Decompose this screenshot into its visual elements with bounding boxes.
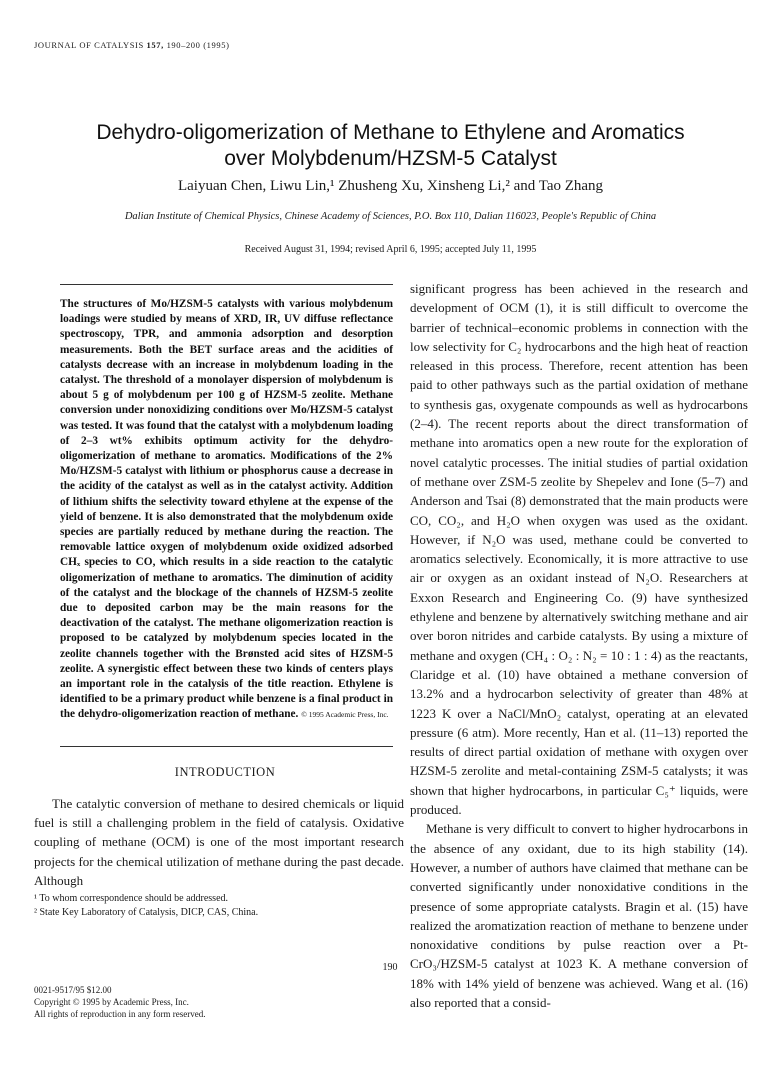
abstract-top-rule xyxy=(60,284,393,285)
right-paragraph-1: significant progress has been achieved in the research and development of OCM (1), it is still difficult to overcome the barrier of technical–economic problems in connection with the low selectivity for C₂ hydrocarbons and the high heat of reaction released in this process. Therefore, recent attention has been paid to other pathways such as the partial oxidation of methane to synthesis gas, oxygenate compounds as well as hydrocarbons (2–4). The recent reports about the direct transformation of methane into aromatics open a new route for the exploration of novel catalytic processes. The initial studies of partial oxidation of methane over ZSM-5 zeolite by Shepelev and Ione (5–7) and Anderson and Tsai (8) demonstrated that the main products were CO, CO₂, and H₂O when oxygen was used as the oxidant. However, if N₂O was used, methane could be converted to aromatics selectively. Economically, it is more attractive to use air or oxygen as an oxidant instead of N₂O. Researchers at Exxon Research and Engineering Co. (9) have synthesized ethylene and benzene by alternatively switching methane and air over boron nitrides and carbide catalysts. By using a mixture of methane and oxygen (CH₄ : O₂ : N₂ = 10 : 1 : 4) as the reactants, Claridge et al. (10) have obtained a methane conversion of 13.2% and a hydrocarbon selectivity of greater than 48% at 1223 K over a NaCl/MnO₂ catalyst, operating at an elevated pressure (6 atm). More recently, Han et al. (11–13) reported the results of direct partial oxidation of methane with oxygen over HZSM-5 zerolite and metal-containing ZSM-5 catalysts; it was shown that higher hydrocarbons, in particular C₅⁺ liquids, were produced. xyxy=(410,281,748,818)
journal-volume: 157, xyxy=(146,40,164,50)
introduction-text: The catalytic conversion of methane to desired chemicals or liquid fuel is still a challenging problem in the field of catalysis. Oxidative coupling of methane (OCM) is one of the most important research projects for the chemical utilization of methane during the past decade. Although xyxy=(34,796,404,888)
page-number: 190 xyxy=(382,962,398,973)
issn-price: 0021-9517/95 $12.00 xyxy=(34,985,112,995)
abstract xyxy=(60,297,393,723)
right-column xyxy=(410,279,748,1012)
introduction-heading: INTRODUCTION xyxy=(174,765,276,779)
journal-header xyxy=(34,40,230,50)
copyright-line: Copyright © 1995 by Academic Press, Inc. xyxy=(34,997,189,1007)
abstract-copyright: © 1995 Academic Press, Inc. xyxy=(301,710,389,720)
abstract-bottom-rule xyxy=(60,746,393,747)
abstract-text: The structures of Mo/HZSM-5 catalysts with various molybdenum loadings were studied by means of XRD, IR, UV diffuse reflectance spectroscopy, TPR, and ammonia adsorption and desorption measurements. Both the BET surface areas and the acidities of catalysts decrease with an increase in molybdenum loading in the catalyst. The threshold of a monolayer dispersion of molybdenum is about 5 g of molybdenum per 100 g of HZSM-5 zeolite. Methane conversion under nonoxidizing conditions over Mo/HZSM-5 catalyst was tested. It was found that the catalyst with a molybdenum loading of 2–3 wt% exhibits optimum activity for the dehydro-oligomerization of methane to aromatics. Modifications of the 2% Mo/HZSM-5 catalyst with lithium or phosphorus cause a decrease in the acidity of the catalyst as well as in the catalyst activity. Addition of lithium shifts the selectivity toward ethylene at the expense of the yield of benzene. It is also demonstrated that the molybdenum oxide species are partially reduced by methane during the reaction. The removable lattice oxygen of molybdenum oxide oxidized adsorbed CHₓ species to CO, which results in a side reaction to the catalytic oligomerization of methane to aromatics. The diminution of acidity of the catalyst and the blockage of the channels of HZSM-5 zeolite due to deposited carbon may be the main reasons for the deactivation of the catalyst. The methane oligomerization reaction is proposed to be catalyzed by molybdenum species located in the zeolite channels together with the Brønsted acid sites of HZSM-5 zeolite. A synergistic effect between these two kinds of centers plays an important role in the catalysis of the title reaction. Ethylene is identified to be a primary product while benzene is a final product in the dehydro-oligomerization reaction of methane. xyxy=(60,298,393,721)
footnote-2: ² State Key Laboratory of Catalysis, DICP, CAS, China. xyxy=(34,907,259,918)
journal-name: JOURNAL OF CATALYSIS xyxy=(34,40,144,50)
title-line-2: over Molybdenum/HZSM-5 Catalyst xyxy=(224,147,557,170)
author-list: Laiyuan Chen, Liwu Lin,¹ Zhusheng Xu, Xinsheng Li,² and Tao Zhang xyxy=(177,178,604,194)
affiliation: Dalian Institute of Chemical Physics, Chinese Academy of Sciences, P.O. Box 110, Dalian 116023, People's Republic of China xyxy=(124,211,657,222)
title-line-1: Dehydro-oligomerization of Methane to Ethylene and Aromatics xyxy=(96,121,685,144)
copyright-block xyxy=(34,984,205,1020)
received-dates: Received August 31, 1994; revised April 6, 1995; accepted July 11, 1995 xyxy=(244,244,537,255)
rights-line: All rights of reproduction in any form reserved. xyxy=(34,1009,206,1019)
journal-pages: 190–200 (1995) xyxy=(166,40,230,50)
footnote-1: ¹ To whom correspondence should be addressed. xyxy=(34,893,229,904)
footnotes xyxy=(34,892,404,920)
article-title xyxy=(60,120,721,172)
right-paragraph-2: Methane is very difficult to convert to higher hydrocarbons in the absence of any oxidant, due to its high stability (14). However, a number of authors have claimed that methane can be converted significantly under nonoxidative conditions in the presence of some appropriate catalysts. Bragin et al. (15) have realized the aromatization reaction of methane to benzene under nonoxidative conditions by pulse reaction over a Pt-CrO₃/HZSM-5 catalyst at 1023 K. A methane conversion of 18% with 14% yield of benzene was achieved. Wang et al. (16) also reported that a consid- xyxy=(410,821,748,1010)
